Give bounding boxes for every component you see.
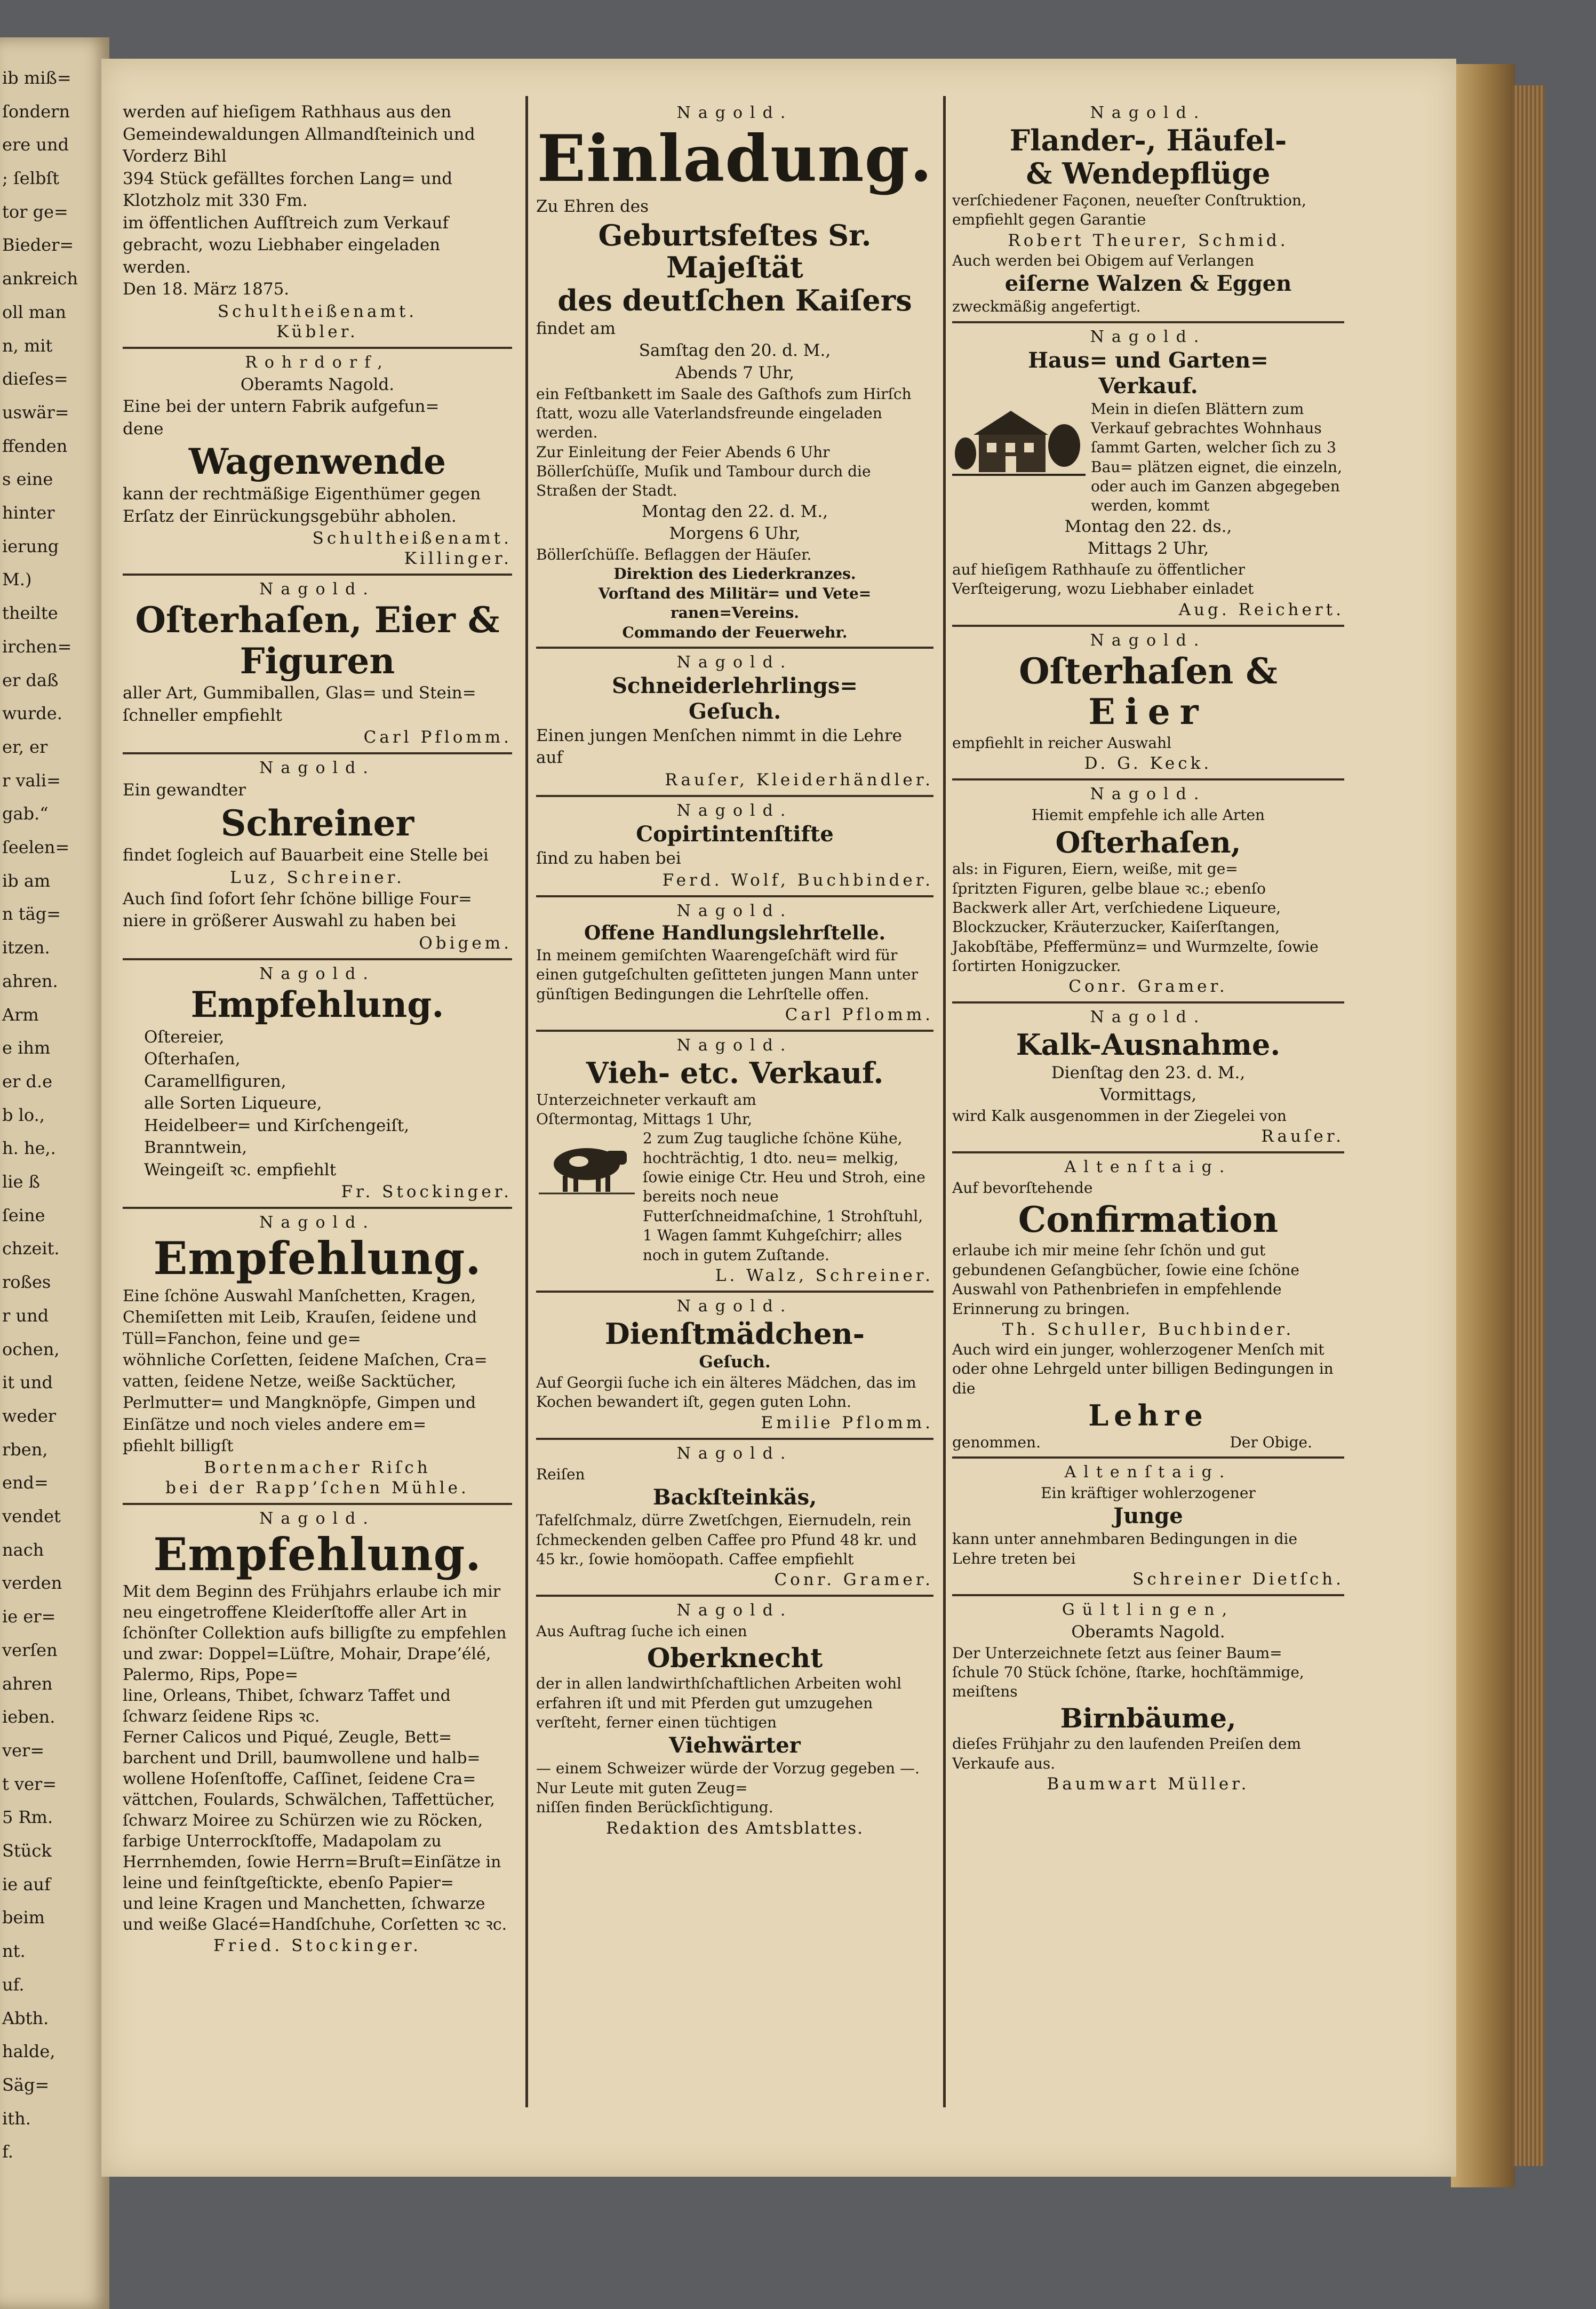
signature: bei der Rapp’ſchen Mühle. [165,1478,469,1498]
left-page-fragment: er daß [2,670,59,690]
left-page-fragment: ochen, [2,1339,60,1359]
left-page-fragment: ieben. [2,1707,55,1727]
ad-heading: Schneiderlehrlings= [612,673,858,698]
ad-heading: Oberknecht [647,1642,823,1674]
ad-text: Mittags 2 Uhr, [1087,539,1209,559]
ad-text: Tafelſchmalz, dürre Zwetſchgen, Eiernudeln, rein ſchmeckenden gelben Caffee pro Pfund 48 kr. und 45 kr., ſowie homöopath. Caffee empfiehlt [536,1511,917,1568]
text-line: Gemeindewaldungen Allmandſteinich und [123,124,475,144]
ad-heading: Oſterhaſen & [1019,650,1278,692]
text-line: Den 18. März 1875. [123,280,290,299]
place-sub: Oberamts Nagold. [1071,1622,1225,1642]
ad-text: Vormittags, [1099,1085,1197,1105]
column-rule [525,96,528,2107]
column-1 [123,101,512,1965]
signature: Vorſtand des Militär= und Vete= ranen=Vereins. [598,584,872,622]
signature: Conr. Gramer. [1068,977,1228,997]
signature: Schultheißenamt. [312,529,512,548]
ad-text: Samſtag den 20. d. M., [639,341,831,361]
left-page-fragment: roßes [2,1272,51,1293]
text-line: gebracht, wozu Liebhaber eingeladen werden. [123,235,441,277]
place-line: Altenſtaig. [1064,1158,1232,1177]
left-page-fragment: wurde. [2,703,62,724]
page-edges [1513,85,1545,2166]
ad-text: wird Kalk ausgenommen in der Ziegelei von [952,1107,1287,1125]
ad-heading: Junge [1113,1503,1183,1529]
text-line: Vorderz Bihl [123,147,227,166]
ad-text: Auch ſind ſofort ſehr ſchöne billige Four= niere in größerer Auswahl zu haben bei [123,889,472,931]
place-sub: Oberamts Nagold. [240,375,395,394]
ad-text: Dienſtag den 23. d. M., [1051,1063,1246,1082]
signature: Kübler. [276,322,358,341]
ad-text: kann der rechtmäßige Eigenthümer gegen Erſatz der Einrückungsgebühr abholen. [123,484,481,526]
signature: L. Walz, Schreiner. [715,1266,933,1286]
ad-text: Auf Georgii ſuche ich ein älteres Mädchen, das im Kochen bewandert iſt, gegen guten Lohn. [536,1374,916,1411]
text-line: 394 Stück gefälltes forchen Lang= und [123,169,453,188]
ad-heading: Vieh- etc. Verkauf. [586,1056,884,1090]
ad-text: als: in Figuren, Eiern, weiße, mit ge= ſpritzten Figuren, gelbe blaue ꝛc.; ebenſo Backwerk aller Art, verſchiedene Liqueure, Blockzucker, Kräuterzucker, Kaiſerſtangen, Jakobſtäbe, Pfeffermünz= und Wurmzelte, ſowie ſortirten Honigzucker. [952,860,1319,975]
column-2 [536,101,933,1848]
ad-text: Einen jungen Menſchen nimmt in die Lehre auf [536,726,902,768]
left-page-fragment: b lo., [2,1104,45,1125]
text-line: Caramellfiguren, [144,1071,286,1091]
signature: Aug. Reichert. [1178,600,1344,619]
left-page-fragment: n täg= [2,904,61,925]
left-page-fragment: rben, [2,1439,48,1460]
left-page-fragment: ahren [2,1673,53,1694]
ad-text: zweckmäßig angefertigt. [952,298,1141,316]
signature: Fried. Stockinger. [213,1936,421,1956]
ad-junge [952,1463,1344,1596]
ad-text: — einem Schweizer würde der Vorzug gegeben —. Nur Leute mit guten Zeug= niſſen finden Berückſichtigung. [536,1759,920,1817]
left-page-fragment: ; ſelbſt [2,168,60,189]
signature: Obigem. [419,934,512,953]
ad-osterhasen-gramer [952,785,1344,1004]
left-page-fragment: weder [2,1405,57,1426]
ad-heading: des deutſchen Kaiſers [557,283,912,318]
house-illustration [952,403,1091,483]
cow-illustration [536,1132,643,1196]
signature: Der Obige. [1230,1433,1312,1451]
left-page-fragment: nach [2,1539,44,1560]
left-page-fragment: ere und [2,134,69,155]
ad-text: 2 zum Zug taugliche ſchöne Kühe, hochträchtig, 1 dto. neu= melkig, ſowie einige Ctr. Heu und Stroh, eine bereits noch neue Futterſchneidmaſchine, 1 Strohſtuhl, 1 Wagen ſammt Kuhgeſchirr; alles noch in gutem Zuſtande. [643,1129,925,1264]
left-page-fragment: nt. [2,1941,26,1962]
ad-text: Unterzeichneter verkauft am [536,1090,756,1109]
ad-text: Eine bei der untern Fabrik aufgefun= dene [123,397,440,439]
ad-wood-auction [123,101,512,349]
ad-oberknecht [536,1601,933,1843]
column-3 [952,101,1344,1803]
left-page-fragment: ſeine [2,1205,45,1225]
ad-text: ein Feſtbankett im Saale des Gaſthofs zum Hirſch ſtatt, wozu alle Vaterlandsfreunde eingeladen werden. [536,385,912,442]
ad-dienstmaedchen [536,1297,933,1440]
ad-text: empfiehlt in reicher Auswahl [952,734,1172,752]
ad-text: Morgens 6 Uhr, [669,524,801,544]
left-page-fragment: ffenden [2,435,68,456]
ad-text: Mit dem Beginn des Frühjahrs erlaube ich mir neu eingetroffene Kleiderſtoffe aller Art in ſchönſter Collektion aufs billigſte zu empfehlen und zwar: Doppel=Lüſtre, Mohair, Drape’élé, Palermo, Rips, Pope= line, Orleans, Thibet, ſchwarz Taffet und ſchwarz ſeidene Rips ꝛc. [123,1582,507,1726]
left-page-fragment: ib miß= [2,68,71,88]
ad-schneiderlehrling [536,653,933,797]
left-page-fragment: gab.“ [2,803,49,824]
left-page-fragment: chzeit. [2,1238,60,1259]
place-line: Nagold. [676,1601,793,1620]
left-page-fragment: vendet [2,1506,61,1527]
left-page-fragment: ie auf [2,1874,51,1894]
signature: Baumwart Müller. [1047,1774,1250,1794]
ad-wagenwende [123,353,512,576]
ad-text: Eine ſchöne Auswahl Manſchetten, Kragen, Chemiſetten mit Leib, Krauſen, ſeidene und Tüll=Fanchon, feine und ge= wöhnliche Corſetten, ſeidene Maſchen, Cra= vatten, ſeidene Netze, weiße Sacktücher, Perlmutter= und Mangknöpfe, Gimpen und Einſätze und noch vieles andere em= pfiehlt billigſt [123,1286,488,1455]
ad-heading: Empfehlung. [153,1232,482,1285]
left-page-fragment: M.) [2,569,32,590]
ad-heading: & Wendepflüge [1026,156,1271,191]
left-page-fragment: ſeelen= [2,837,70,858]
signature: Fr. Stockinger. [341,1182,512,1202]
ad-heading: Verkauf. [1098,373,1198,399]
ad-text: der in allen landwirthſchaftlichen Arbeiten wohl erfahren iſt und mit Pferden gut umzugehen verſteht, ferner einen tüchtigen [536,1675,902,1732]
left-page-fragment: ſondern [2,101,70,122]
ad-text: Auf bevorſtehende [952,1179,1093,1197]
text-line: Klotzholz mit 330 Fm. [123,191,308,211]
ad-heading: Viehwärter [669,1733,801,1758]
signature: Schreiner Dietſch. [1132,1570,1344,1589]
ad-vieh-verkauf [536,1036,933,1293]
ad-text: Ferner Calicos und Piqué, Zeugle, Bett= barchent und Drill, baumwollene und halb= wollene Hoſenſtoffe, Caſſinet, ſeidene Cra= vättchen, Foulards, Schwälchen, Taffettücher, ſchwarz Moiree zu Schürzen wie zu Röcken, farbige Unterrockſtoffe, Madapolam zu Herrnhemden, ſowie Herrn=Bruſt=Einſätze in leine und feinſtgeſtickte, ebenſo Papier= und leine Kragen und Manchetten, ſchwarze und weiße Glacé=Handſchuhe, Corſetten ꝛc ꝛc. [123,1728,507,1934]
ad-heading: Offene Handlungslehrſtelle. [584,922,886,945]
ad-heading: Backſteinkäs, [652,1485,817,1510]
left-page-fragment: r vali= [2,770,61,791]
place-line: Nagold. [676,103,793,122]
left-page-fragment: theilte [2,603,58,624]
place-line: Nagold. [1090,327,1207,346]
ad-einladung [536,103,933,649]
left-page-fragment: n, mit [2,335,53,356]
left-page-fragment: f. [2,2141,13,2162]
ad-text: Abends 7 Uhr, [675,363,795,383]
text-line: Weingeiſt ꝛc. empfiehlt [144,1160,337,1180]
left-page-fragment: s eine [2,469,53,490]
left-page-fragment: Säg= [2,2074,50,2095]
signature: Schultheißenamt. [217,301,418,321]
ad-osterhasen-pflomm [123,580,512,754]
place-line: Nagold. [259,965,376,983]
ad-heading: Kalk-Ausnahme. [1016,1028,1281,1062]
book-spine [1451,64,1515,2187]
ad-heading: Confirmation [1018,1198,1279,1240]
text-line: werden auf hieſigem Rathhaus aus den [123,102,452,122]
ad-empfehlung-manschetten [123,1213,512,1505]
left-page-fragment: oll man [2,301,66,322]
ad-heading: Flander-, Häufel- [1009,123,1287,157]
left-page-fragment: halde, [2,2041,55,2062]
left-page-fragment: itzen. [2,937,50,958]
ad-heading: Figuren [240,640,395,682]
left-page-fragment: ib am [2,870,51,891]
left-page-fragment: end= [2,1472,49,1493]
left-page-fragment: Stück [2,1841,52,1861]
ad-text: Der Unterzeichnete ſetzt aus ſeiner Baum= ſchule 70 Stück ſchöne, ſtarke, hochſtämmige, meiſtens [952,1644,1304,1701]
ad-text: erlaube ich mir meine ſehr ſchön und gut gebundenen Geſangbücher, ſowie eine ſchöne Auswahl von Pathenbriefen in empfehlende Erinnerung zu bringen. [952,1241,1299,1318]
place-line: Gültlingen, [1062,1601,1235,1620]
ad-heading: Eier [1088,691,1208,733]
place-line: Nagold. [259,759,376,778]
ad-text: dieſes Frühjahr zu den laufenden Preiſen dem Verkaufe aus. [952,1735,1302,1772]
ad-text: Zu Ehren des [536,197,649,216]
ad-text: Oſtermontag, Mittags 1 Uhr, [536,1110,753,1128]
signature: Rauſer. [1261,1127,1344,1146]
ad-text: Hiemit empfehle ich alle Arten [1031,806,1265,824]
place-line: Nagold. [259,1509,376,1528]
place-line: Nagold. [676,801,793,820]
signature: Redaktion des Amtsblattes. [605,1818,864,1838]
ad-empfehlung-kleiderstoffe [123,1509,512,1961]
ad-heading: Empfehlung. [153,1528,482,1581]
left-page-fragment: ierung [2,536,59,556]
ad-backsteinkaes [536,1444,933,1597]
left-page-fragment: uf. [2,1974,25,1995]
place-line: Nagold. [1090,631,1207,650]
ad-heading: Geburtsfeſtes Sr. Majeſtät [598,218,872,284]
signature: Direktion des Liederkranzes. [613,565,856,583]
left-page-fragment: it und [2,1372,53,1393]
ad-text: Montag den 22. d. M., [641,501,828,521]
ad-text: ſind zu haben bei [536,848,681,868]
ad-empfehlung-liqueure [123,965,512,1209]
ad-heading: Birnbäume, [1060,1702,1236,1734]
left-page-fragment: er d.e [2,1071,52,1092]
ad-text: findet am [536,319,616,338]
left-page-fragment: ith. [2,2108,31,2129]
left-page-fragment: e ihm [2,1038,51,1058]
column-rule [943,96,946,2107]
ad-pfluege [952,103,1344,323]
left-page-fragment: hinter [2,503,55,523]
ad-text: auf hieſigem Rathhauſe zu öffentlicher Verſteigerung, wozu Liebhaber einladet [952,560,1254,598]
text-line: im öffentlichen Aufſtreich zum Verkauf [123,213,449,233]
ad-text: Zur Einleitung der Feier Abends 6 Uhr Böllerſchüſſe, Muſik und Tambour durch die Straßen der Stadt. [536,443,871,500]
left-page-fragment: 5 Rm. [2,1807,53,1828]
signature: Conr. Gramer. [774,1570,933,1590]
signature: Bortenmacher Riſch [204,1458,431,1477]
signature: Carl Pflomm. [363,728,512,747]
place-line: Nagold. [676,1444,793,1463]
signature: Th. Schuller, Buchbinder. [1002,1319,1295,1339]
place-line: Nagold. [1090,1008,1207,1027]
ad-text: Reiſen [536,1465,585,1483]
ad-heading: Lehre [1088,1398,1208,1433]
signature: Emilie Pflomm. [761,1413,933,1432]
ad-text: genommen. [952,1433,1041,1451]
left-page-fragment: ie er= [2,1606,56,1627]
ad-text: Ein kräftiger wohlerzogener [1041,1484,1256,1502]
ad-text: verſchiedener Façonen, neueſter Conſtruktion, empfiehlt gegen Garantie [952,191,1306,229]
left-page-fragment: ver= [2,1740,45,1761]
ad-heading: Schreiner [220,802,414,844]
left-page-fragment: er, er [2,736,48,757]
ad-heading: eiſerne Walzen & Eggen [1004,271,1292,297]
ad-heading: Wagenwende [188,441,446,483]
ad-text: Böllerſchüſſe. Beflaggen der Häuſer. [536,545,812,563]
left-page-fragment: lie ß [2,1172,40,1192]
text-line: Branntwein, [144,1138,248,1158]
ad-text: Auch werden bei Obigem auf Verlangen [952,251,1255,269]
ad-heading: Geſuch. [699,1352,771,1372]
text-line: Heidelbeer= und Kirſchengeiſt, [144,1116,410,1135]
ad-heading: Haus= und Garten= [1028,347,1268,373]
place-line: Nagold. [676,652,793,672]
ad-heading: Oſterhaſen, Eier & [135,599,500,641]
place-line: Nagold. [259,1213,376,1232]
ad-heading: Dienſtmädchen- [604,1317,865,1351]
ad-text: kann unter annehmbaren Bedingungen in die Lehre treten bei [952,1530,1298,1567]
signature: D. G. Keck. [1084,754,1212,774]
signature: Carl Pflomm. [785,1005,933,1025]
text-line: Oſterhaſen, [144,1049,241,1069]
left-page-fragment: r und [2,1305,49,1326]
left-page-edge [0,37,109,2309]
left-page-fragment: beim [2,1907,45,1928]
ad-osterhasen-keck [952,631,1344,781]
ad-text: Auch wird ein junger, wohlerzogener Menſch mit oder ohne Lehrgeld unter billigen Bedingungen in die [952,1340,1334,1397]
place-line: Nagold. [676,902,793,921]
place-line: Altenſtaig. [1064,1462,1232,1482]
ad-heading: Oſterhaſen, [1055,825,1241,859]
ad-text: In meinem gemiſchten Waarengeſchäft wird für einen gutgeſchulten geſitteten jungen Mann unter günſtigen Bedingungen die Lehrſtelle offen. [536,946,919,1003]
ad-copirtintenstifte [536,801,933,898]
left-page-fragment: t ver= [2,1773,57,1794]
ad-text: findet ſogleich auf Bauarbeit eine Stelle bei [123,846,489,865]
left-page-fragment: verſen [2,1639,58,1660]
left-page-fragment: dieſes= [2,369,68,389]
ad-text: Aus Auftrag ſuche ich einen [536,1622,747,1641]
signature: Commando der Feuerwehr. [622,623,848,641]
ad-birnbaeume [952,1601,1344,1799]
ad-heading: Einladung. [537,121,933,196]
left-page-fragment: Bieder= [2,235,74,256]
left-page-fragment: Arm [2,1004,39,1025]
ad-confirmation [952,1158,1344,1459]
ad-text: Ein gewandter [123,781,246,800]
text-line: alle Sorten Liqueure, [144,1094,322,1113]
ad-heading: Empfehlung. [190,984,444,1025]
place-line: Nagold. [676,1297,793,1316]
text-line: Oſtereier, [144,1027,225,1047]
ad-heading: Copirtintenſtifte [636,821,834,847]
signature: Ferd. Wolf, Buchbinder. [662,871,933,890]
left-page-fragment: ahren. [2,970,58,991]
ad-text: aller Art, Gummiballen, Glas= und Stein= ſchneller empfiehlt [123,683,476,725]
place-line: Nagold. [259,580,376,599]
left-page-fragment: uswär= [2,402,69,423]
place-line: Nagold. [1090,103,1207,122]
place-line: Nagold. [676,1036,793,1055]
place-line: Nagold. [1090,785,1207,804]
ad-text: Mein in dieſen Blättern zum Verkauf gebrachtes Wohnhaus ſammt Garten, welcher ſich zu 3 Bau= plätzen eignet, die einzeln, oder auch im Ganzen abgegeben werden, kommt [1091,400,1342,515]
signature: Robert Theurer, Schmid. [1008,230,1289,250]
signature: Luz, Schreiner. [230,867,405,887]
left-page-fragment: irchen= [2,636,72,657]
ad-schreiner [123,759,512,960]
signature: Rauſer, Kleiderhändler. [665,770,933,790]
left-page-fragment: verden [2,1573,62,1594]
ad-text: Montag den 22. ds., [1064,516,1232,536]
left-page-fragment: h. he,. [2,1138,56,1159]
ad-kalk-ausnahme [952,1008,1344,1153]
ad-heading: Geſuch. [688,698,781,724]
left-page-fragment: tor ge= [2,201,68,222]
left-page-fragment: Abth. [2,2008,49,2028]
ad-handlungslehrstelle [536,902,933,1032]
ad-haus-garten-verkauf [952,328,1344,627]
left-page-fragment: ankreich [2,268,78,289]
signature: Killinger. [404,549,512,569]
place-line: Rohrdorf, [245,353,390,372]
